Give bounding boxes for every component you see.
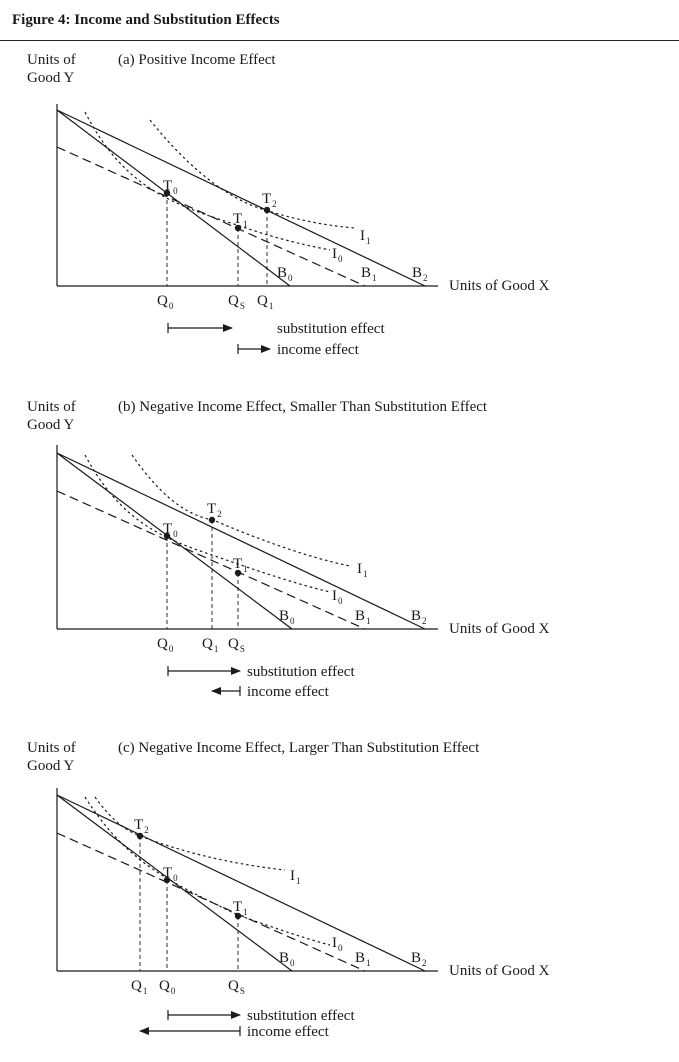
quantity-label-qs-subscript: S	[239, 644, 245, 654]
budget-label-b1-subscript: 1	[366, 616, 371, 626]
point-label-t2: $T_2$	[262, 191, 277, 209]
budget-label-b2: $B_2$	[412, 265, 428, 283]
y-axis-label-line1: Units of	[27, 740, 76, 756]
budget-label-b2: $B_2$	[411, 608, 427, 626]
income-effect-label: income effect	[247, 684, 329, 700]
panel-heading: (a) Positive Income Effect	[118, 52, 276, 68]
quantity-label-q1-subscript: 1	[142, 986, 148, 996]
quantity-label-q0: $Q_0$	[159, 978, 176, 996]
curve-label-i0-subscript: 0	[338, 943, 343, 953]
substitution-effect-label: substitution effect	[277, 321, 385, 337]
quantity-label-q0-subscript: 0	[168, 644, 174, 654]
panel-heading: (b) Negative Income Effect, Smaller Than Substitution Effect	[118, 399, 488, 415]
point-label-t2-subscript: 2	[217, 509, 222, 519]
tangency-point-t2	[264, 207, 270, 213]
y-axis-label-line2: Good Y	[27, 70, 75, 86]
panel-b	[27, 399, 550, 700]
y-axis-label-line1: Units of	[27, 399, 76, 415]
panel-heading: (c) Negative Income Effect, Larger Than Substitution Effect	[118, 740, 480, 756]
quantity-label-qs: $Q_S$	[228, 978, 245, 996]
panel-c	[27, 740, 550, 1040]
quantity-label-q1: $Q_1$	[202, 636, 219, 654]
budget-line-b0	[57, 110, 290, 286]
budget-label-b1-subscript: 1	[366, 958, 371, 968]
point-label-t2: $T_2$	[207, 501, 222, 519]
curve-label-i0: $I_0$	[332, 588, 343, 606]
budget-label-b0: $B_0$	[279, 608, 295, 626]
point-label-t1: $T_1$	[233, 556, 248, 574]
budget-label-b2: $B_2$	[411, 950, 427, 968]
tangency-point-t2	[209, 517, 215, 523]
point-label-t1: $T_1$	[233, 899, 248, 917]
quantity-label-q0: $Q_0$	[157, 293, 174, 311]
curve-label-i1-subscript: 1	[366, 236, 371, 246]
budget-label-b2-subscript: 2	[422, 616, 427, 626]
quantity-label-qs: $Q_S$	[228, 636, 245, 654]
quantity-label-q0: $Q_0$	[157, 636, 174, 654]
point-label-t2: $T_2$	[134, 817, 149, 835]
curve-label-i0-subscript: 0	[338, 596, 343, 606]
curve-label-i1-subscript: 1	[296, 876, 301, 886]
indifference-curve-i0	[85, 455, 330, 592]
y-axis-label-line2: Good Y	[27, 417, 75, 433]
point-label-t1-subscript: 1	[243, 564, 248, 574]
income-effect-label: income effect	[277, 342, 359, 358]
budget-line-b0	[57, 795, 292, 971]
quantity-label-qs: $Q_S$	[228, 293, 245, 311]
budget-line-b2	[57, 110, 425, 286]
point-label-t1: $T_1$	[233, 211, 248, 229]
y-axis-label-line1: Units of	[27, 52, 76, 68]
point-label-t2-subscript: 2	[272, 199, 277, 209]
curve-label-i1: $I_1$	[357, 561, 368, 579]
tangency-point-t2	[137, 833, 143, 839]
indifference-curve-i1	[150, 120, 355, 228]
quantity-label-q1-subscript: 1	[213, 644, 219, 654]
budget-label-b1-subscript: 1	[372, 273, 377, 283]
budget-line-b2	[57, 453, 425, 629]
substitution-effect-label: substitution effect	[247, 1008, 355, 1024]
curve-label-i0: $I_0$	[332, 246, 343, 264]
income-effect-label: income effect	[247, 1024, 329, 1040]
budget-label-b1: $B_1$	[355, 950, 371, 968]
x-axis-label: Units of Good X	[449, 278, 550, 294]
point-label-t2-subscript: 2	[144, 825, 149, 835]
x-axis-label: Units of Good X	[449, 621, 550, 637]
quantity-label-q1: $Q_1$	[257, 293, 274, 311]
budget-label-b0-subscript: 0	[288, 273, 293, 283]
point-label-t0-subscript: 0	[173, 873, 178, 883]
quantity-label-q0-subscript: 0	[170, 986, 176, 996]
budget-label-b0: $B_0$	[277, 265, 293, 283]
curve-label-i1: $I_1$	[290, 868, 301, 886]
panel-a	[27, 52, 550, 358]
budget-label-b0: $B_0$	[279, 950, 295, 968]
point-label-t1-subscript: 1	[243, 219, 248, 229]
budget-label-b2-subscript: 2	[423, 273, 428, 283]
y-axis-label-line2: Good Y	[27, 758, 75, 774]
indifference-curve-i0	[85, 112, 330, 250]
point-label-t0: $T_0$	[163, 865, 178, 883]
budget-label-b0-subscript: 0	[290, 958, 295, 968]
budget-label-b1: $B_1$	[355, 608, 371, 626]
curve-label-i1-subscript: 1	[363, 569, 368, 579]
quantity-label-qs-subscript: S	[239, 301, 245, 311]
point-label-t0-subscript: 0	[173, 529, 178, 539]
budget-label-b0-subscript: 0	[290, 616, 295, 626]
budget-line-b2	[57, 795, 425, 971]
substitution-effect-label: substitution effect	[247, 664, 355, 680]
budget-line-b1	[57, 147, 365, 286]
budget-label-b1: $B_1$	[361, 265, 377, 283]
quantity-label-q1-subscript: 1	[268, 301, 274, 311]
point-label-t0: $T_0$	[163, 521, 178, 539]
indifference-curve-i1	[132, 455, 350, 566]
curve-label-i0-subscript: 0	[338, 254, 343, 264]
quantity-label-qs-subscript: S	[239, 986, 245, 996]
quantity-label-q1: $Q_1$	[131, 978, 148, 996]
budget-label-b2-subscript: 2	[422, 958, 427, 968]
curve-label-i1: $I_1$	[360, 228, 371, 246]
point-label-t1-subscript: 1	[243, 907, 248, 917]
x-axis-label: Units of Good X	[449, 963, 550, 979]
figure-title: Figure 4: Income and Substitution Effects	[12, 12, 280, 28]
point-label-t0: $T_0$	[163, 178, 178, 196]
quantity-label-q0-subscript: 0	[168, 301, 174, 311]
point-label-t0-subscript: 0	[173, 186, 178, 196]
curve-label-i0: $I_0$	[332, 935, 343, 953]
